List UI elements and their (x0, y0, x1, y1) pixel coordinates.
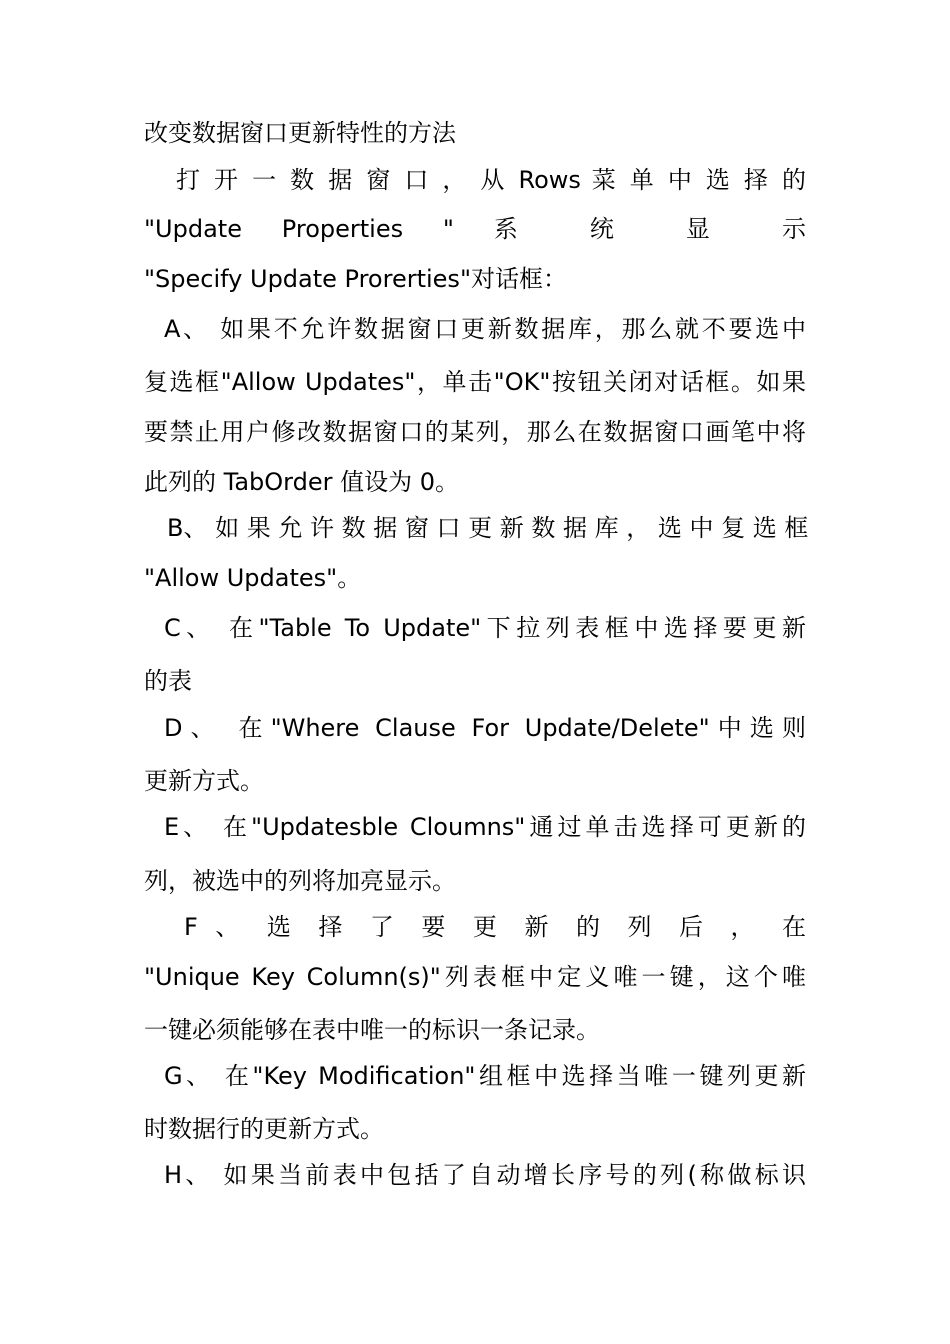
paragraph-line: 此列的 TabOrder 值设为 0。 (144, 468, 459, 496)
paragraph-line: 打 开 一 数 据 窗 口 ， 从 Rows 菜 单 中 选 择 的 (176, 166, 806, 194)
paragraph-line: 一键必须能够在表中唯一的标识一条记录。 (144, 1016, 600, 1044)
paragraph-line: "Unique Key Column(s)"列表框中定义唯一键，这个唯 (144, 963, 806, 991)
paragraph-line: "Update Properties " 系 统 显 示 (144, 215, 806, 243)
paragraph-line: "Specify Update Prorerties"对话框： (144, 265, 567, 293)
paragraph-line: 列，被选中的列将加亮显示。 (144, 867, 456, 895)
paragraph-line: 复选框"Allow Updates"，单击"OK"按钮关闭对话框。如果 (144, 368, 806, 396)
list-item-b: B、 如 果 允 许 数 据 窗 口 更 新 数 据 库 ， 选 中 复 选 框 (167, 514, 809, 542)
list-item-c: C、 在"Table To Update"下拉列表框中选择要更新 (164, 614, 806, 642)
list-item-a: A、 如果不允许数据窗口更新数据库，那么就不要选中 (164, 315, 806, 343)
list-item-h: H、 如果当前表中包括了自动增长序号的列(称做标识 (164, 1161, 806, 1189)
paragraph-line: 要禁止用户修改数据窗口的某列，那么在数据窗口画笔中将 (144, 418, 806, 446)
paragraph-line: 的表 (144, 667, 192, 695)
list-item-g: G、 在"Key Modification"组框中选择当唯一键列更新 (164, 1062, 806, 1090)
paragraph-line: 更新方式。 (144, 767, 264, 795)
list-item-f: F 、 选 择 了 要 更 新 的 列 后 ， 在 (184, 913, 806, 941)
paragraph-line: 时数据行的更新方式。 (144, 1115, 384, 1143)
list-item-d: D、 在"Where Clause For Update/Delete"中选则 (164, 714, 806, 742)
list-item-e: E、 在"Updatesble Cloumns"通过单击选择可更新的 (164, 813, 806, 841)
paragraph-line: "Allow Updates"。 (144, 564, 362, 592)
document-title: 改变数据窗口更新特性的方法 (144, 119, 456, 147)
